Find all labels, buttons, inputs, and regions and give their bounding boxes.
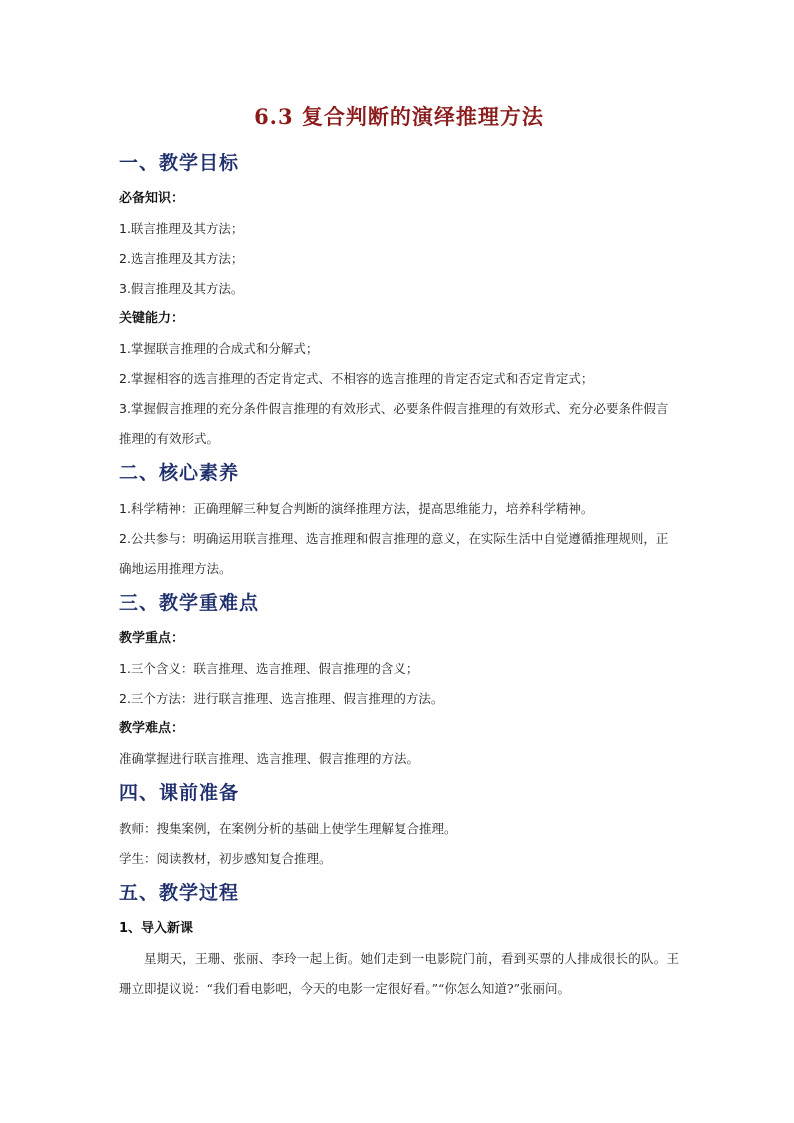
- section-heading-goals: 一、教学目标: [119, 152, 240, 174]
- focus-label: 教学重点：: [119, 631, 185, 646]
- list-item: 1.三个含义：联言推理、选言推理、假言推理的含义；: [119, 661, 419, 676]
- teacher-preparation: 教师：搜集案例，在案例分析的基础上使学生理解复合推理。: [119, 821, 457, 836]
- list-item: 2.选言推理及其方法；: [119, 251, 244, 266]
- difficulty-text: 准确掌握进行联言推理、选言推理、假言推理的方法。: [119, 751, 420, 766]
- ability-label: 关键能力：: [119, 311, 185, 326]
- intro-label: 1、导入新课: [119, 921, 194, 936]
- section-heading-preparation: 四、课前准备: [119, 782, 240, 804]
- list-item: 3.假言推理及其方法。: [119, 281, 244, 296]
- page-title: 6.3 复合判断的演绎推理方法: [254, 104, 544, 129]
- list-item: 1.联言推理及其方法；: [119, 221, 244, 236]
- list-item: 2.公共参与：明确运用联言推理、选言推理和假言推理的意义，在实际生活中自觉遵循推理规则，正确地运用推理方法。: [119, 531, 669, 576]
- document-page: [119, 100, 679, 1004]
- list-item: 1.科学精神：正确理解三种复合判断的演绎推理方法，提高思维能力，培养科学精神。: [119, 501, 594, 516]
- list-item: 2.掌握相容的选言推理的否定肯定式、不相容的选言推理的肯定否定式和否定肯定式；: [119, 371, 594, 386]
- knowledge-label: 必备知识：: [119, 191, 185, 206]
- list-item: 1.掌握联言推理的合成式和分解式；: [119, 341, 319, 356]
- section-heading-literacy: 二、核心素养: [119, 462, 240, 484]
- section-heading-process: 五、教学过程: [119, 882, 240, 904]
- list-item: 3.掌握假言推理的充分条件假言推理的有效形式、必要条件假言推理的有效形式、充分必要条件假言推理的有效形式。: [119, 401, 669, 446]
- list-item: 2.三个方法：进行联言推理、选言推理、假言推理的方法。: [119, 691, 444, 706]
- difficulty-label: 教学难点：: [119, 721, 185, 736]
- student-preparation: 学生：阅读教材，初步感知复合推理。: [119, 851, 332, 866]
- section-heading-key-points: 三、教学重难点: [119, 592, 260, 614]
- intro-story: 星期天，王珊、张丽、李玲一起上街。她们走到一电影院门前，看到买票的人排成很长的队。王珊立即提议说：“我们看电影吧，今天的电影一定很好看。”“你怎么知道?”张丽问。: [119, 951, 679, 996]
